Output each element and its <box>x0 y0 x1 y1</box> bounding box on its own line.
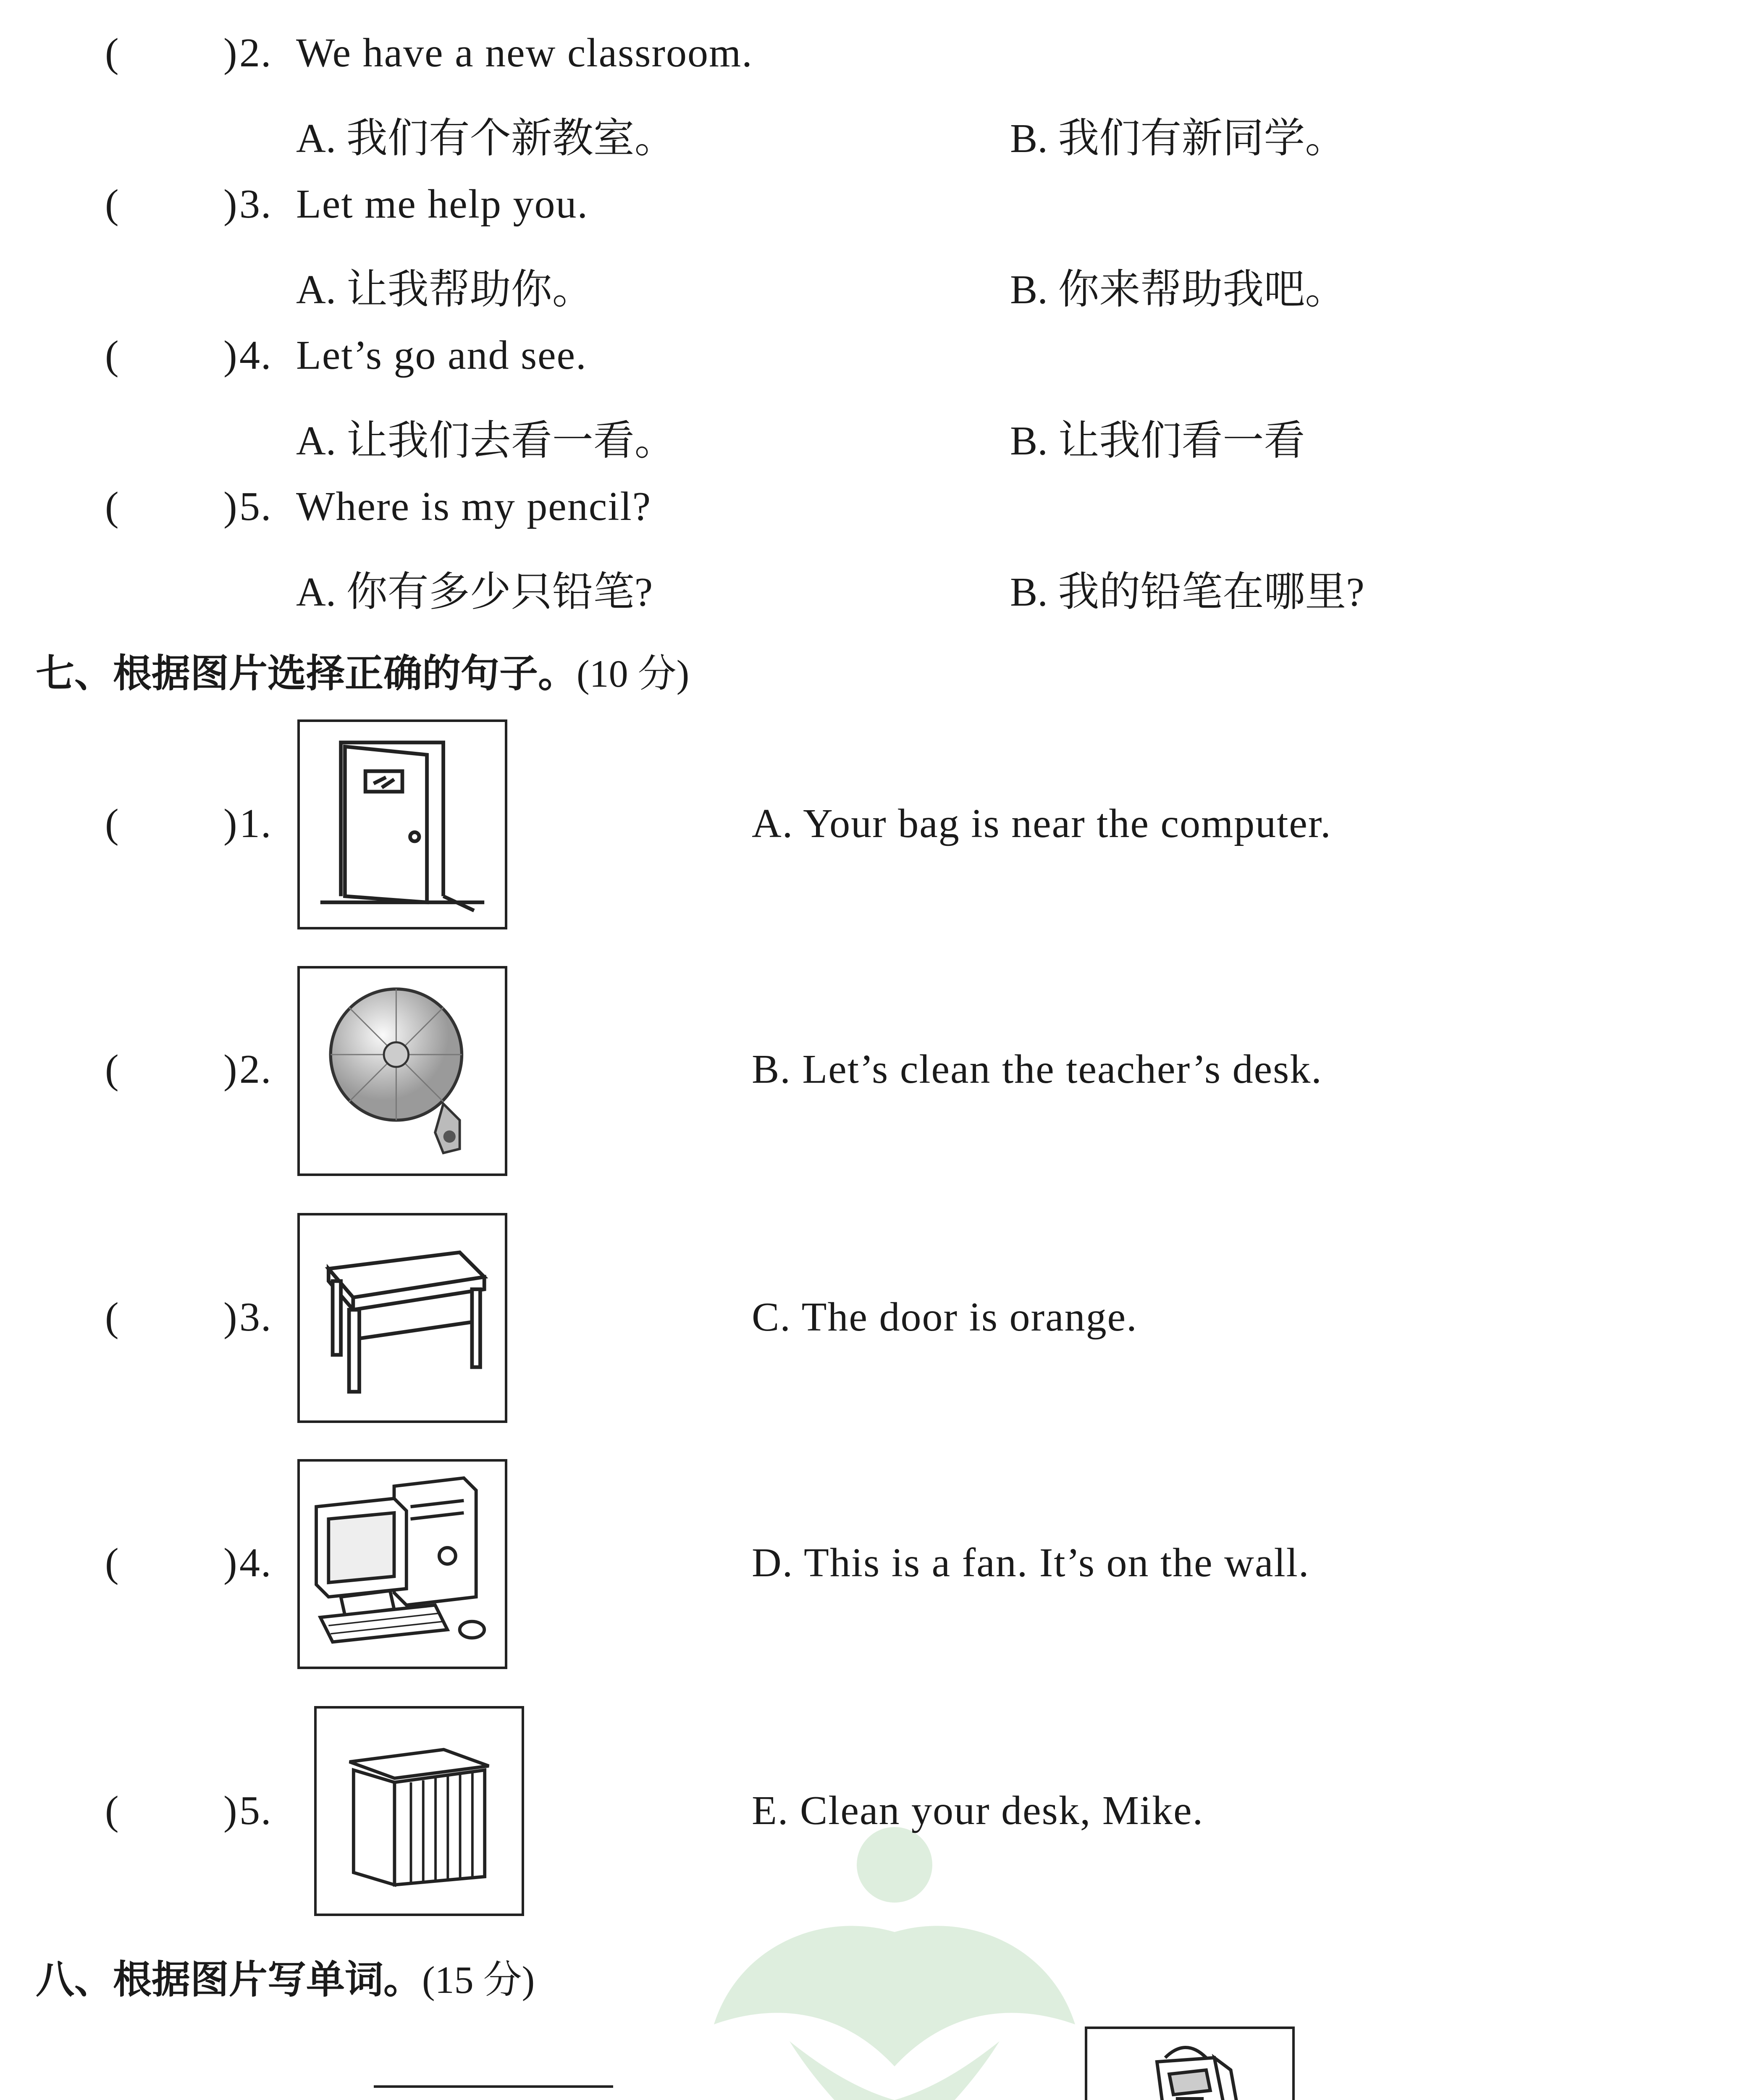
answer-paren-close: ) <box>223 1788 238 1833</box>
fan-icon <box>300 969 505 1173</box>
table-icon <box>300 1215 505 1420</box>
answer-paren-open: ( <box>105 1788 120 1833</box>
question-number: 1. <box>239 801 272 846</box>
bag-on-desk-picture <box>1085 2026 1295 2100</box>
answer-paren-open: ( <box>105 333 120 378</box>
question-number: 4. <box>239 333 272 378</box>
answer-paren-open: ( <box>105 1294 120 1340</box>
option-text: B. Let’s clean the teacher’s desk. <box>752 1047 1322 1092</box>
answer-paren-close: ) <box>223 1294 238 1340</box>
heading-text: 八、根据图片写单词。 <box>36 1957 422 2002</box>
option-b: B. 我们有新同学。 <box>1010 116 1346 161</box>
answer-paren-open: ( <box>105 30 120 76</box>
section-heading <box>36 1949 535 2004</box>
option-text: E. Clean your desk, Mike. <box>752 1788 1204 1833</box>
option-a: A. 让我们去看一看。 <box>296 418 676 464</box>
door-picture <box>297 719 507 929</box>
cabinet-icon <box>317 1709 522 1914</box>
option-a: A. 你有多少只铅笔? <box>296 570 653 615</box>
answer-paren-close: ) <box>223 333 238 378</box>
answer-paren-open: ( <box>105 1047 120 1092</box>
heading-score: (15 分) <box>422 1958 535 2001</box>
heading-score: (10 分) <box>577 652 690 695</box>
leaf-logo-icon <box>664 1806 1126 2100</box>
option-a: A. 让我帮助你。 <box>296 267 593 312</box>
answer-paren-open: ( <box>105 181 120 227</box>
watermark <box>664 1806 1126 2100</box>
option-text: A. Your bag is near the computer. <box>752 801 1332 846</box>
answer-paren-close: ) <box>223 484 238 529</box>
question-number: 5. <box>239 1788 272 1833</box>
answer-paren-open: ( <box>105 1540 120 1586</box>
question-sentence: Let’s go and see. <box>296 333 587 378</box>
question-number: 5. <box>239 484 272 529</box>
answer-paren-close: ) <box>223 801 238 846</box>
bag-on-desk-icon <box>1087 2029 1292 2100</box>
heading-text: 七、根据图片选择正确的句子。 <box>36 651 577 696</box>
computer-picture <box>297 1459 507 1669</box>
question-number: 3. <box>239 181 272 227</box>
option-b: B. 你来帮助我吧。 <box>1010 267 1346 312</box>
answer-paren-close: ) <box>223 1047 238 1092</box>
question-number: 2. <box>239 1047 272 1092</box>
writing-line <box>374 2085 613 2088</box>
option-a: A. 我们有个新教室。 <box>296 116 676 161</box>
option-text: D. This is a fan. It’s on the wall. <box>752 1540 1310 1586</box>
option-text: C. The door is orange. <box>752 1294 1138 1340</box>
door-icon <box>300 722 505 927</box>
cabinet-picture <box>314 1706 524 1916</box>
answer-paren-open: ( <box>105 801 120 846</box>
answer-paren-open: ( <box>105 484 120 529</box>
option-b: B. 让我们看一看 <box>1010 418 1305 464</box>
answer-paren-close: ) <box>223 181 238 227</box>
question-sentence: Where is my pencil? <box>296 484 652 529</box>
question-number: 2. <box>239 30 272 76</box>
fan-picture <box>297 966 507 1176</box>
question-sentence: Let me help you. <box>296 181 589 227</box>
answer-paren-close: ) <box>223 30 238 76</box>
section-heading <box>36 643 689 698</box>
answer-paren-close: ) <box>223 1540 238 1586</box>
table-picture <box>297 1213 507 1423</box>
question-sentence: We have a new classroom. <box>296 30 753 76</box>
option-b: B. 我的铅笔在哪里? <box>1010 570 1364 615</box>
question-number: 3. <box>239 1294 272 1340</box>
question-number: 4. <box>239 1540 272 1586</box>
computer-icon <box>300 1462 505 1667</box>
